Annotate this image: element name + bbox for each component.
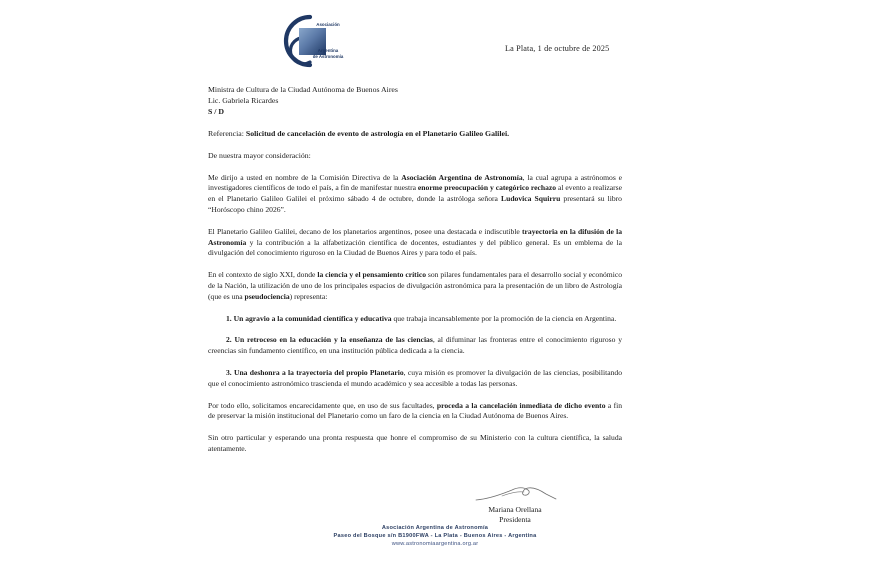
recipient-line-3: S / D bbox=[208, 107, 225, 116]
handwritten-signature bbox=[472, 484, 558, 504]
asociacion-argentina-de-astronomia-logo bbox=[266, 12, 352, 72]
signature-block bbox=[440, 484, 590, 525]
p1-seg-d: enorme preocupación y categórico rechazo bbox=[417, 183, 557, 193]
date-line: La Plata, 1 de octubre de 2025 bbox=[505, 44, 610, 53]
recipient-line-2: Lic. Gabriela Ricardes bbox=[208, 96, 279, 105]
letter-body bbox=[208, 84, 622, 455]
p1-seg-e: al evento a realizarse en el Planetario Galileo Galilei el próximo sábado 4 de octubre, donde la astróloga señora bbox=[208, 183, 622, 204]
logo-svg bbox=[266, 12, 352, 72]
item3-rest: , cuya misión es promover la divulgación de las ciencias, posibilitando que el conocimiento astronómico trascienda el mundo académico y sea accesible a todas las personas. bbox=[208, 367, 623, 388]
footer bbox=[0, 524, 870, 548]
paragraph-2 bbox=[208, 227, 622, 259]
p1-seg-f: Ludovica Squirru bbox=[501, 194, 561, 204]
recipient-line-1: Ministra de Cultura de la Ciudad Autónoma de Buenos Aires bbox=[208, 85, 398, 94]
p2-seg-a: El Planetario Galileo Galilei, decano de los planetarios argentinos, posee una destacada e indiscutible bbox=[208, 226, 523, 236]
p3-seg-b: la ciencia y el pensamiento crítico bbox=[317, 270, 426, 280]
item2-bold: Un retroceso en la educación y la enseñanza de las ciencias bbox=[234, 335, 433, 345]
p3-seg-e: ) representa: bbox=[289, 291, 328, 301]
reference-subject: Solicitud de cancelación de evento de astrología en el Planetario Galileo Galilei. bbox=[245, 129, 510, 138]
signature-name: Mariana Orellana bbox=[488, 505, 542, 514]
logo-text-bottom: de Astronomía bbox=[312, 54, 344, 59]
paragraph-1 bbox=[208, 173, 622, 216]
logo-text-mid: Argentina bbox=[317, 48, 339, 53]
reference-line bbox=[208, 128, 622, 139]
item2-rest: , al difuminar las fronteras entre el conocimiento riguroso y creencias sin fundamento científico, en una institución pública dedicada a la ciencia. bbox=[208, 335, 622, 356]
item2-number: 2. bbox=[226, 335, 235, 345]
footer-org-name: Asociación Argentina de Astronomía bbox=[381, 525, 489, 531]
paragraph-5: Sin otro particular y esperando una pronta respuesta que honre el compromiso de su Ministerio con la cultura científica, la saluda atentamente. bbox=[208, 433, 622, 453]
p1-seg-a: Me dirijo a usted en nombre de la Comisión Directiva de la bbox=[208, 172, 402, 182]
item3-bold: Una deshonra a la trayectoria del propio Planetario bbox=[233, 367, 404, 377]
paragraph-4 bbox=[208, 401, 622, 423]
p1-seg-g: presentará su libro “Horóscopo chino 2026”. bbox=[208, 194, 622, 214]
p2-seg-c: y la contribución a la alfabetización científica de docentes, estudiantes y del público general. Es un emblema de la divulgación del conocimiento riguroso en la Ciudad de Buenos Aires y para todo el país. bbox=[208, 237, 622, 258]
item1-rest: que trabaja incansablemente por la promoción de la ciencia en Argentina. bbox=[391, 313, 617, 323]
item3-number: 3. bbox=[226, 367, 234, 377]
p3-seg-d: pseudociencia bbox=[244, 291, 290, 301]
list-item-1 bbox=[208, 314, 622, 325]
list-item-3 bbox=[208, 368, 622, 390]
item1-bold: Un agravio a la comunidad científica y educativa bbox=[233, 313, 392, 323]
item1-number: 1. bbox=[226, 313, 234, 323]
salutation: De nuestra mayor consideración: bbox=[208, 151, 311, 160]
p1-seg-b: Asociación Argentina de Astronomía bbox=[401, 172, 523, 182]
p3-seg-a: En el contexto de siglo XXI, donde bbox=[208, 270, 318, 280]
footer-address: Paseo del Bosque s/n B1900FWA - La Plata - Buenos Aires - Argentina bbox=[333, 533, 537, 539]
reference-label: Referencia: bbox=[208, 129, 246, 138]
logo-text-top: Asociación bbox=[316, 22, 340, 27]
p4-seg-c: a fin de preservar la misión institucional del Planetario como un faro de la ciencia en la Ciudad Autónoma de Buenos Aires. bbox=[208, 400, 623, 421]
p2-seg-b: trayectoria en la difusión de la Astronomía bbox=[208, 226, 623, 247]
p1-seg-c: , la cual agrupa a astrónomos e investigadores científicos de todo el país, a fin de manifestar nuestra bbox=[208, 172, 622, 193]
signature-role: Presidenta bbox=[499, 515, 531, 524]
p4-seg-a: Por todo ello, solicitamos encarecidamente que, en uso de sus facultades, bbox=[208, 400, 437, 410]
footer-website-link[interactable]: www.astronomiaargentina.org.ar bbox=[391, 541, 479, 547]
list-item-2 bbox=[208, 335, 622, 357]
p4-seg-b: proceda a la cancelación inmediata de dicho evento bbox=[436, 400, 606, 410]
p3-seg-c: son pilares fundamentales para el desarrollo social y económico de la Nación, la utilización de uno de los principales espacios de divulgación astronómica para la presentación de un libro de Astrología (que es una bbox=[208, 270, 622, 301]
paragraph-3 bbox=[208, 270, 622, 302]
